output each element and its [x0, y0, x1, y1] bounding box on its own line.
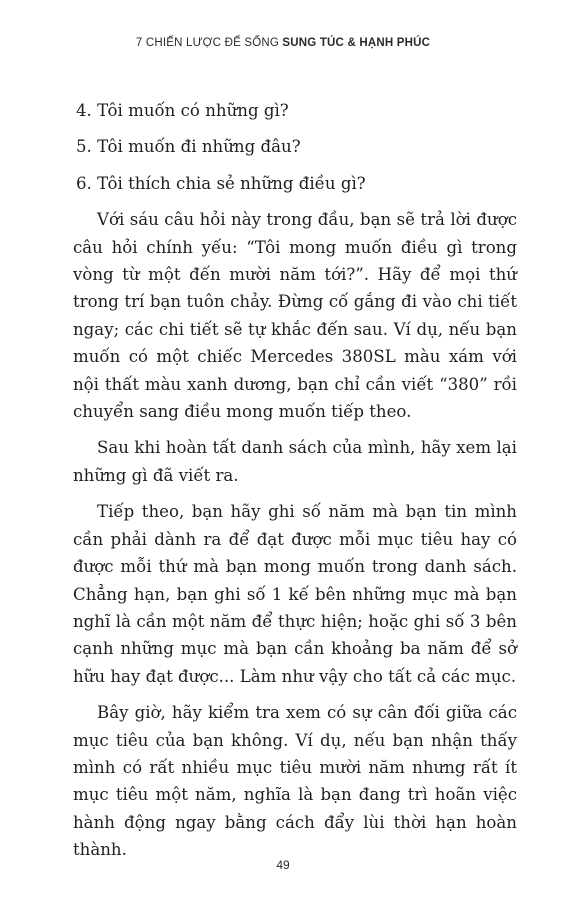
list-item-6: 6. Tôi thích chia sẻ những điều gì?	[76, 173, 366, 193]
running-header-regular: 7 CHIẾN LƯỢC ĐỂ SỐNG	[135, 37, 283, 49]
paragraph-4: Bây giờ, hãy kiểm tra xem có sự cân đối giữa các mục tiêu của bạn không. Ví dụ, nếu bạn nhận thấy mình có rất nhiều mục tiêu mười năm nhưng rất ít mục tiêu một năm, nghĩa là bạn đang trì hoãn việc hành động ngay bằng cách đẩy lùi thời hạn hoàn thành.	[73, 703, 517, 860]
paragraph-3: Tiếp theo, bạn hãy ghi số năm mà bạn tin mình cần phải dành ra để đạt được mỗi mục tiêu hay có được mỗi thứ mà bạn mong muốn trong danh sách. Chẳng hạn, bạn ghi số 1 kế bên những mục mà bạn nghĩ là cần một năm để thực hiện; hoặc ghi số 3 bên cạnh những mục mà bạn cần khoảng ba năm để sở hữu hay đạt được... Làm như vậy cho tất cả các mục.	[73, 502, 517, 686]
list-item-4: 4. Tôi muốn có những gì?	[76, 101, 289, 120]
page-number: 49	[276, 858, 290, 872]
running-header	[0, 37, 566, 49]
running-header-bold: SUNG TÚC & HẠNH PHÚC	[282, 37, 431, 49]
paragraph-1: Với sáu câu hỏi này trong đầu, bạn sẽ trả lời được câu hỏi chính yếu: “Tôi mong muốn điều gì trong vòng từ một đến mười năm tới?”. Hãy để mọi thứ trong trí bạn tuôn chảy. Đừng cố gắng đi vào chi tiết ngay; các chi tiết sẽ tự khắc đến sau. Ví dụ, nếu bạn muốn có một chiếc Mercedes 380SL màu xám với nội thất màu xanh dương, bạn chỉ cần viết “380” rồi chuyển sang điều mong muốn tiếp theo.	[73, 210, 517, 422]
list-item-5: 5. Tôi muốn đi những đâu?	[76, 137, 301, 157]
body-text	[73, 97, 517, 864]
paragraph-2: Sau khi hoàn tất danh sách của mình, hãy xem lại những gì đã viết ra.	[73, 438, 517, 485]
